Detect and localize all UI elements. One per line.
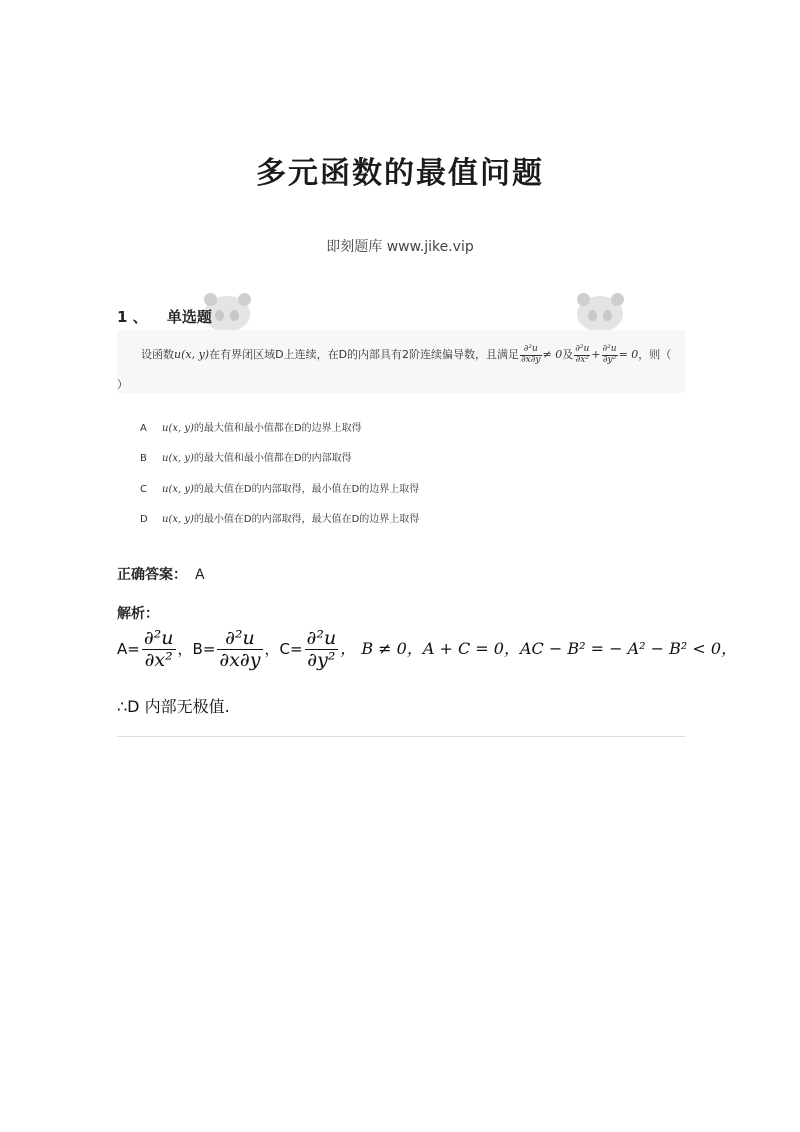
stem-prefix: 设函数 [141,348,174,361]
option-letter: D [140,514,148,525]
option-b[interactable]: B u(x, y)的最大值和最小值都在D的内部取得 [140,453,352,464]
option-d[interactable]: D u(x, y)的最小值在D的内部取得，最大值在D的边界上取得 [140,514,420,525]
fraction-c: $\frac{\text{∂²u}}{\text{∂y²}}$ [306,627,337,671]
option-text: 的最小值在D的内部取得，最大值在D的边界上取得 [193,514,420,525]
analysis-label: 解析： [117,606,159,622]
analysis-conclusion: ∴D 内部无极值. [117,697,230,716]
stem-tail: ，则（ [638,348,672,361]
answer-label: 正确答案： [117,567,187,583]
question-number: 1 、 [117,308,148,326]
stem-fraction-xx: $\frac{\text{∂²u}}{\text{∂x²}}$ [575,344,590,365]
stem-part1: 在有界闭区域D上连续，在D的内部具有2阶连续偏导数，且满足 [209,348,520,361]
divider [117,736,685,737]
stem-plus: + [591,348,601,361]
option-c[interactable]: C u(x, y)的最大值在D的内部取得，最小值在D的边界上取得 [140,484,420,495]
stem-cond1-relation: ≠ 0 [542,348,563,361]
option-letter: A [140,423,147,434]
option-letter: C [140,484,147,495]
answer-value: A [195,567,205,583]
option-text: 的最大值和最小值都在D的边界上取得 [193,423,362,434]
question-header [117,306,212,327]
stem-cond2-relation: = 0 [618,348,639,361]
option-letter: B [140,453,147,464]
page-title: 多元函数的最值问题 [256,156,544,191]
option-text: 的最大值和最小值都在D的内部取得 [193,453,352,464]
correct-answer [117,564,205,584]
fraction-b: $\frac{\text{∂²u}}{\partial x\partial y}$ [219,627,261,671]
question-type: 单选题 [166,308,212,326]
stem-function: u(x, y) [174,348,210,361]
option-a[interactable]: A u(x, y)的最大值和最小值都在D的边界上取得 [140,423,362,434]
analysis-expression: ， B ≠ 0，A + C = 0，AC − B² = − A² − B² < 0， [340,638,738,658]
stem-fraction-mixed: $\frac{\text{∂²u}}{\partial x\partial y}$ [521,344,541,365]
stem-and: 及 [562,348,574,361]
question-stem [117,330,685,393]
stem-fraction-yy: $\frac{\text{∂²u}}{\text{∂y²}}$ [602,344,617,365]
fraction-a: $\frac{\text{∂²u}}{\text{∂x²}}$ [143,627,174,671]
site-label: 即刻题库 www.jike.vip [326,239,474,255]
analysis-formula: A= $\frac{\text{∂²u}}{\text{∂x²}}$ ，B= $\frac{\text{∂²u}}{\partial x\partial y}$ ，C= $\frac{\text{∂²u}}{\text{∂y²}}$ ， B ≠ 0，A + C = 0，AC − B² = − A² − B² < 0， [117,627,738,671]
option-text: 的最大值在D的内部取得，最小值在D的边界上取得 [193,484,420,495]
stem-close: ） [117,378,128,391]
